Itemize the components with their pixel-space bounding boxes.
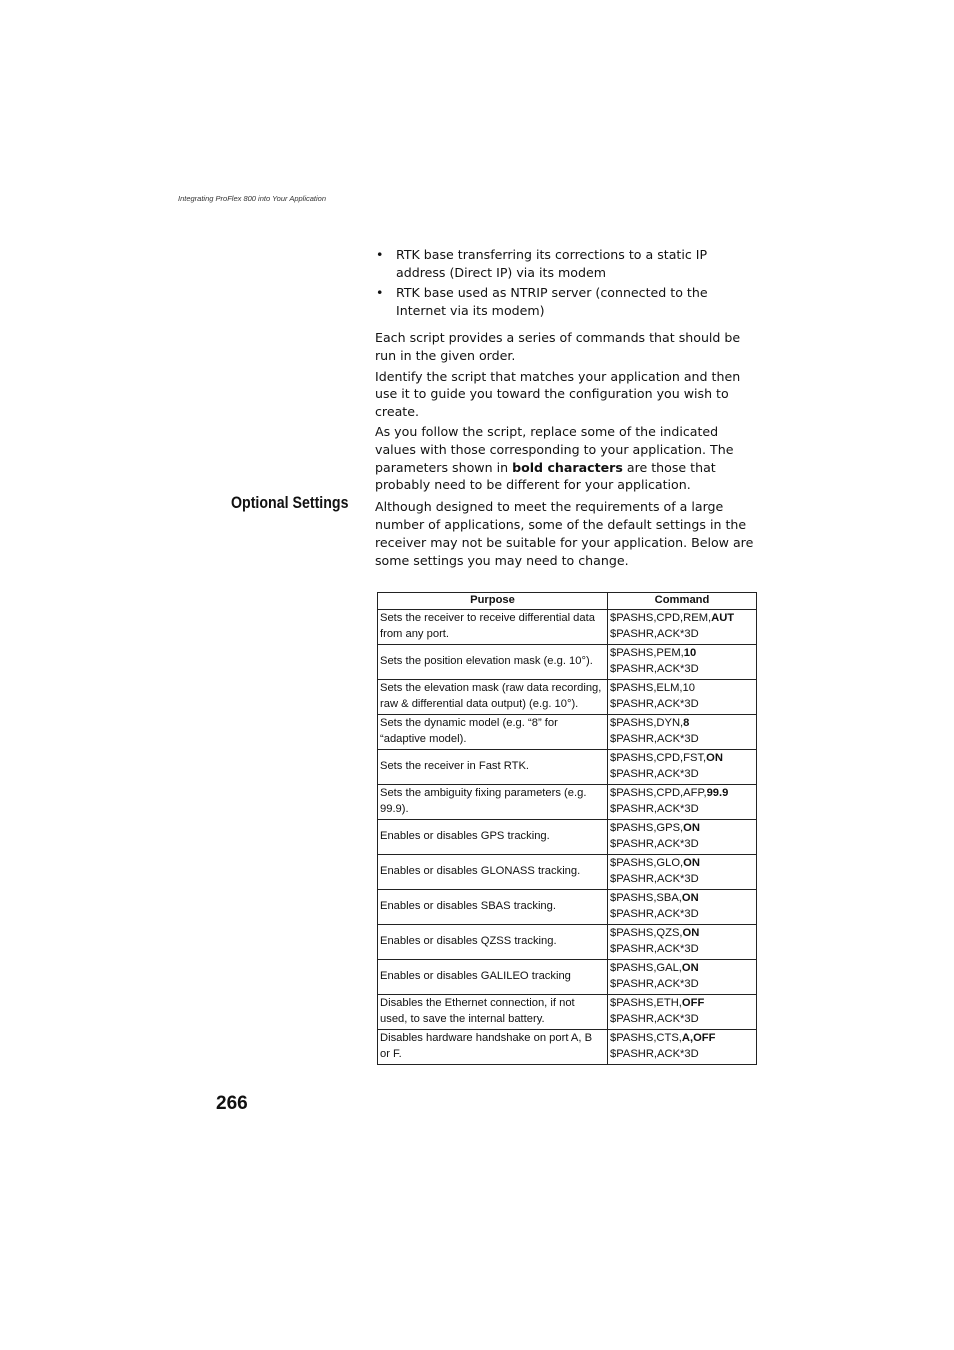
ack-line: $PASHR,ACK*3D xyxy=(610,837,699,850)
command-value: ON xyxy=(681,962,699,974)
running-header: Integrating ProFlex 800 into Your Application xyxy=(178,194,327,203)
table-row xyxy=(378,644,757,679)
ack-line: $PASHR,ACK*3D xyxy=(610,1012,699,1025)
ack-line: $PASHR,ACK*3D xyxy=(610,802,699,815)
command-cell xyxy=(608,889,757,924)
purpose-cell: Enables or disables GALILEO tracking xyxy=(378,959,608,994)
command-value: ON xyxy=(681,892,699,904)
list-item xyxy=(375,246,755,281)
ack-line: $PASHR,ACK*3D xyxy=(610,942,699,955)
page-number: 266 xyxy=(216,1093,248,1114)
command-text: $PASHS,CPD,AFP, xyxy=(610,787,707,799)
ack-line: $PASHR,ACK*3D xyxy=(610,732,699,745)
command-cell xyxy=(608,609,757,644)
command-text: $PASHS,QZS, xyxy=(610,927,683,939)
table-row xyxy=(378,1029,757,1064)
settings-table xyxy=(377,592,757,1065)
command-value: ON xyxy=(682,927,700,939)
command-cell xyxy=(608,749,757,784)
purpose-cell: Disables the Ethernet connection, if not used, to save the internal battery. xyxy=(378,994,608,1029)
intro-paragraph-3 xyxy=(375,423,755,493)
command-value: 8 xyxy=(683,717,690,729)
table-row xyxy=(378,924,757,959)
command-value: 10 xyxy=(683,647,697,659)
purpose-cell: Sets the position elevation mask (e.g. 10°). xyxy=(378,644,608,679)
command-line xyxy=(610,1031,754,1047)
bullet-icon: • xyxy=(376,247,384,262)
command-text: $PASHS,GPS, xyxy=(610,822,684,834)
table-row xyxy=(378,749,757,784)
command-cell xyxy=(608,644,757,679)
purpose-cell: Enables or disables GPS tracking. xyxy=(378,819,608,854)
command-value: OFF xyxy=(681,997,705,1009)
command-line xyxy=(610,891,754,907)
ack-line: $PASHR,ACK*3D xyxy=(610,907,699,920)
command-text: $PASHS,ETH, xyxy=(610,997,682,1009)
ack-line: $PASHR,ACK*3D xyxy=(610,1047,699,1060)
command-line xyxy=(610,716,754,732)
purpose-cell: Enables or disables GLONASS tracking. xyxy=(378,854,608,889)
para-text: are those that probably need to be different for your application. xyxy=(375,459,716,493)
command-cell xyxy=(608,679,757,714)
command-line xyxy=(610,681,754,697)
command-text: $PASHS,ELM,10 xyxy=(610,682,695,694)
command-line xyxy=(610,961,754,977)
purpose-cell: Enables or disables SBAS tracking. xyxy=(378,889,608,924)
ack-line: $PASHR,ACK*3D xyxy=(610,767,699,780)
command-text: $PASHS,CTS, xyxy=(610,1032,682,1044)
ack-line: $PASHR,ACK*3D xyxy=(610,697,699,710)
command-line xyxy=(610,996,754,1012)
intro-paragraph-1: Each script provides a series of commands that should be run in the given order. xyxy=(375,330,741,363)
bullet-text: RTK base used as NTRIP server (connected to the Internet via its modem) xyxy=(396,285,708,318)
ack-line: $PASHR,ACK*3D xyxy=(610,662,699,675)
command-cell xyxy=(608,994,757,1029)
command-value: A,OFF xyxy=(681,1032,716,1044)
command-text: $PASHS,GAL, xyxy=(610,962,682,974)
table-row xyxy=(378,714,757,749)
section-body: Although designed to meet the requirements of a large number of applications, some of the default settings in the receiver may not be suitable for your application. Below are some settings you may need to change. xyxy=(375,499,754,568)
purpose-cell: Disables hardware handshake on port A, B or F. xyxy=(378,1029,608,1064)
table-header-row xyxy=(378,593,757,610)
command-line xyxy=(610,786,754,802)
table-body xyxy=(378,609,757,1064)
command-value: ON xyxy=(706,752,723,764)
command-value: ON xyxy=(683,857,700,869)
table-row xyxy=(378,819,757,854)
command-text: $PASHS,CPD,FST, xyxy=(610,752,707,764)
command-cell xyxy=(608,784,757,819)
command-line xyxy=(610,646,754,662)
command-line xyxy=(610,611,754,627)
command-line xyxy=(610,821,754,837)
command-text: $PASHS,SBA, xyxy=(610,892,682,904)
purpose-cell: Sets the receiver to receive differential data from any port. xyxy=(378,609,608,644)
section-title: Optional Settings xyxy=(231,494,349,512)
command-text: $PASHS,DYN, xyxy=(610,717,684,729)
command-cell xyxy=(608,714,757,749)
command-line xyxy=(610,751,754,767)
intro-section xyxy=(375,246,755,497)
command-cell xyxy=(608,959,757,994)
list-item xyxy=(375,284,755,319)
table-row xyxy=(378,609,757,644)
command-value: 99.9 xyxy=(706,787,729,799)
para-bold-text: bold characters xyxy=(512,459,623,475)
command-text: $PASHS,CPD,REM, xyxy=(610,612,712,624)
table-row xyxy=(378,854,757,889)
purpose-cell: Sets the ambiguity fixing parameters (e.g. 99.9). xyxy=(378,784,608,819)
bullet-text: RTK base transferring its corrections to a static IP address (Direct IP) via its modem xyxy=(396,247,708,280)
command-text: $PASHS,GLO, xyxy=(610,857,684,869)
command-value: AUT xyxy=(711,612,735,624)
table-row xyxy=(378,889,757,924)
command-cell xyxy=(608,1029,757,1064)
column-header-purpose: Purpose xyxy=(378,593,608,610)
command-text: $PASHS,PEM, xyxy=(610,647,684,659)
ack-line: $PASHR,ACK*3D xyxy=(610,627,699,640)
table-row xyxy=(378,679,757,714)
bullet-icon: • xyxy=(376,285,384,301)
ack-line: $PASHR,ACK*3D xyxy=(610,977,699,990)
table-row xyxy=(378,994,757,1029)
intro-paragraph-2: Identify the script that matches your application and then use it to guide you toward the configuration you wish to create. xyxy=(375,368,741,419)
intro-bullet-list xyxy=(375,246,755,319)
column-header-command: Command xyxy=(608,593,757,610)
command-line xyxy=(610,926,754,942)
purpose-cell: Sets the receiver in Fast RTK. xyxy=(378,749,608,784)
command-line xyxy=(610,856,754,872)
command-value: ON xyxy=(683,822,700,834)
purpose-cell: Sets the elevation mask (raw data recording, raw & differential data output) (e.g. 10°). xyxy=(378,679,608,714)
command-cell xyxy=(608,854,757,889)
command-cell xyxy=(608,924,757,959)
table-row xyxy=(378,959,757,994)
command-cell xyxy=(608,819,757,854)
ack-line: $PASHR,ACK*3D xyxy=(610,872,699,885)
purpose-cell: Enables or disables QZSS tracking. xyxy=(378,924,608,959)
table-row xyxy=(378,784,757,819)
purpose-cell: Sets the dynamic model (e.g. “8” for “adaptive model). xyxy=(378,714,608,749)
para-text: As you follow the script, replace some of the indicated values with those corresponding to your application. The parameters shown in xyxy=(375,424,734,475)
